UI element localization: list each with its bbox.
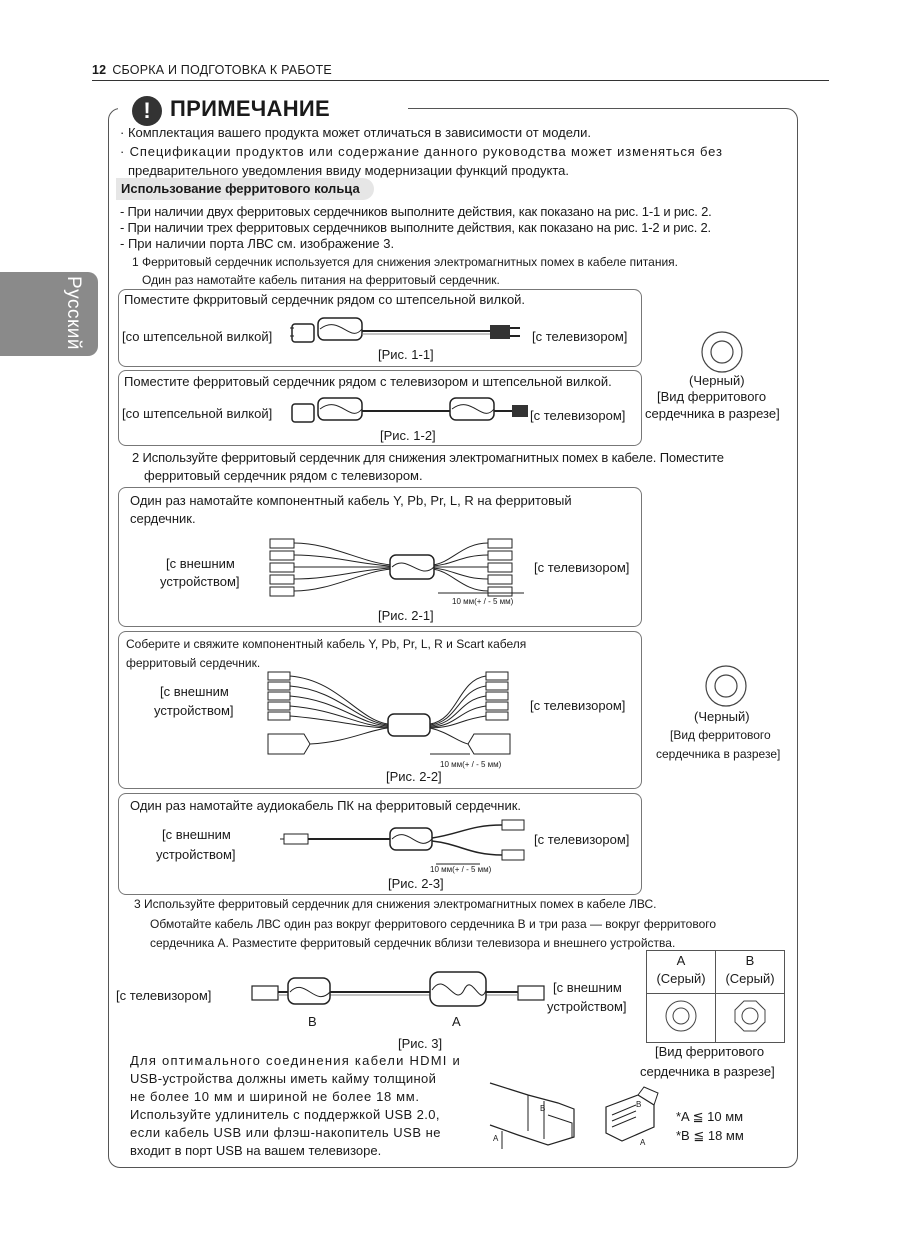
usb-line-2: USB-устройства должны иметь кайму толщиной <box>130 1071 437 1086</box>
limit-b: *B ≦ 18 мм <box>676 1128 744 1143</box>
table-cell-a-shape <box>647 994 716 1043</box>
step-1-line-2: Один раз намотайте кабель питания на ферритовый сердечник. <box>142 273 500 287</box>
fig-3-right-line-2: устройством] <box>547 999 627 1014</box>
power-cable-illustration-2 <box>290 392 530 428</box>
fig-2-3-measure: 10 мм(+ / - 5 мм) <box>430 865 492 874</box>
fig-2-3-caption: [Рис. 2-3] <box>388 876 444 891</box>
fig-3-left-label: [с телевизором] <box>116 988 212 1003</box>
fig-1-2-caption: [Рис. 1-2] <box>380 428 436 443</box>
note-title: ПРИМЕЧАНИЕ <box>170 96 331 121</box>
usb-label-a-2: A <box>640 1138 646 1147</box>
language-tab-label: Русский <box>63 276 84 350</box>
step-3-line-2: Обмотайте кабель ЛВС один раз вокруг ферритового сердечника В и три раза — вокруг ферритового <box>150 917 717 931</box>
fig-2-3-left-line-1: [с внешним <box>162 827 231 842</box>
step-3-line-3: сердечника А. Разместите ферритовый сердечник вблизи телевизора и внешнего устройства. <box>150 936 676 950</box>
usb-line-4: Используйте удлинитель с поддержкой USB 2.0, <box>130 1107 440 1122</box>
fig-2-1-right-label: [с телевизором] <box>534 560 630 575</box>
fig-1-1-caption: [Рис. 1-1] <box>378 347 434 362</box>
table-caption-line-2: сердечника в разрезе] <box>640 1064 775 1079</box>
ferrite-cross-section-table <box>646 950 785 1043</box>
fig-2-2-right-label: [с телевизором] <box>530 698 626 713</box>
fig-2-1-measure: 10 мм(+ / - 5 мм) <box>452 597 514 606</box>
fig-2-2-left-line-1: [с внешним <box>160 684 229 699</box>
exclamation-icon: ! <box>132 96 162 126</box>
power-cable-illustration-1 <box>290 310 530 348</box>
table-col-b-sub: (Серый) <box>725 971 775 986</box>
ferrite-cross-section-black-2 <box>704 664 748 708</box>
header-rule <box>92 80 829 81</box>
table-col-b <box>716 951 785 994</box>
fig-2-3-instruction: Один раз намотайте аудиокабель ПК на ферритовый сердечник. <box>130 798 522 813</box>
fig-3-caption: [Рис. 3] <box>398 1036 443 1051</box>
usb-label-a-1: A <box>493 1134 499 1143</box>
component-scart-cable-illustration <box>258 670 528 762</box>
usb-line-1: Для оптимального соединения кабели HDMI и <box>130 1053 462 1068</box>
fig-1-2-instruction: Поместите ферритовый сердечник рядом с телевизором и штепсельной вилкой. <box>124 374 612 389</box>
fig-2-2-caption: [Рис. 2-2] <box>386 769 442 784</box>
usb-line-6: входит в порт USB на вашем телевизоре. <box>130 1143 382 1158</box>
usb-label-b-2: B <box>636 1100 642 1109</box>
fig-2-1-instruction-line-2: сердечник. <box>130 511 196 526</box>
fig-2-2-left-line-2: устройством] <box>154 703 234 718</box>
page-number: 12 <box>92 63 107 77</box>
cross-1-caption-line-1: [Вид ферритового <box>657 389 767 404</box>
ferrite-cross-section-black <box>700 330 744 374</box>
ring-cross-section-icon <box>664 999 698 1033</box>
table-col-a <box>647 951 716 994</box>
hdmi-usb-plug-illustration <box>488 1075 658 1155</box>
fig-3-right-line-1: [с внешним <box>553 980 622 995</box>
fig-2-3-left-line-2: устройством] <box>156 847 236 862</box>
usb-line-3: не более 10 мм и шириной не более 18 мм. <box>130 1089 420 1104</box>
step-2-line-2: ферритовый сердечник рядом с телевизором. <box>144 468 423 483</box>
note-bullet-1: · Комплектация вашего продукта может отличаться в зависимости от модели. <box>120 125 592 140</box>
fig-1-1-instruction: Поместите фкрритовый сердечник рядом со штепсельной вилкой. <box>124 292 526 307</box>
fig-2-1-left-line-1: [с внешним <box>166 556 235 571</box>
note-bullet-2-line-1: · Спецификации продуктов или содержание данного руководства может изменяться без <box>120 144 723 159</box>
page-header <box>92 63 332 77</box>
language-tab <box>0 272 98 356</box>
dash-item-3: - При наличии порта ЛВС см. изображение 3. <box>120 236 395 251</box>
fig-2-2-instruction-line-2: ферритовый сердечник. <box>126 656 261 670</box>
dash-item-2: - При наличии трех ферритовых сердечников выполните действия, как показано на рис. 1-2 и рис. 2. <box>120 220 711 235</box>
table-col-a-sub: (Серый) <box>656 971 706 986</box>
limit-a: *A ≦ 10 мм <box>676 1109 744 1124</box>
step-2-line-1: 2 Используйте ферритовый сердечник для снижения электромагнитных помех в кабеле. Поместите <box>132 450 724 465</box>
cross-2-caption-line-2: сердечника в разрезе] <box>656 747 781 761</box>
fig-1-2-left-label: [со штепсельной вилкой] <box>122 406 273 421</box>
chapter-title: СБОРКА И ПОДГОТОВКА К РАБОТЕ <box>112 63 332 77</box>
dash-item-1: - При наличии двух ферритовых сердечников выполните действия, как показано на рис. 1-1 и рис. 2. <box>120 204 712 219</box>
step-1-line-1: 1 Ферритовый сердечник используется для снижения электромагнитных помех в кабеле питания. <box>132 255 678 269</box>
component-cable-illustration <box>262 535 532 599</box>
cross-1-color: (Черный) <box>689 373 745 388</box>
fig-2-1-instruction-line-1: Один раз намотайте компонентный кабель Y, Pb, Pr, L, R на ферритовый <box>130 493 572 508</box>
fig-1-1-right-label: [с телевизором] <box>532 329 628 344</box>
fig-2-1-caption: [Рис. 2-1] <box>378 608 434 623</box>
table-cell-b-shape <box>716 994 785 1043</box>
fig-3-label-b: B <box>308 1014 317 1029</box>
fig-2-3-right-label: [с телевизором] <box>534 832 630 847</box>
cross-1-caption-line-2: сердечника в разрезе] <box>645 406 780 421</box>
usb-label-b-1: B <box>540 1104 546 1113</box>
fig-2-2-measure: 10 мм(+ / - 5 мм) <box>440 760 502 769</box>
cross-2-caption-line-1: [Вид ферритового <box>670 728 771 742</box>
lan-cable-illustration <box>250 968 550 1010</box>
section-heading: Использование ферритового кольца <box>116 178 374 200</box>
fig-3-label-a: A <box>452 1014 461 1029</box>
audio-cable-illustration <box>280 814 530 866</box>
fig-2-1-left-line-2: устройством] <box>160 574 240 589</box>
fig-1-1-left-label: [со штепсельной вилкой] <box>122 329 273 344</box>
note-bullet-2-line-2: предварительного уведомления ввиду модернизации функций продукта. <box>128 163 570 178</box>
table-col-b-label: B <box>745 953 755 968</box>
cross-2-color: (Черный) <box>694 709 750 724</box>
fig-1-2-right-label: [с телевизором] <box>530 408 626 423</box>
usb-paragraph <box>130 1052 476 1160</box>
table-caption-line-1: [Вид ферритового <box>655 1044 765 1059</box>
fig-2-2-instruction-line-1: Соберите и свяжите компонентный кабель Y, Pb, Pr, L, R и Scart кабеля <box>126 637 527 651</box>
octagon-cross-section-icon <box>733 999 767 1033</box>
usb-line-5: если кабель USB или флэш-накопитель USB не <box>130 1125 442 1140</box>
step-3-line-1: 3 Используйте ферритовый сердечник для снижения электромагнитных помех в кабеле ЛВС. <box>134 897 657 911</box>
table-col-a-label: A <box>676 953 686 968</box>
